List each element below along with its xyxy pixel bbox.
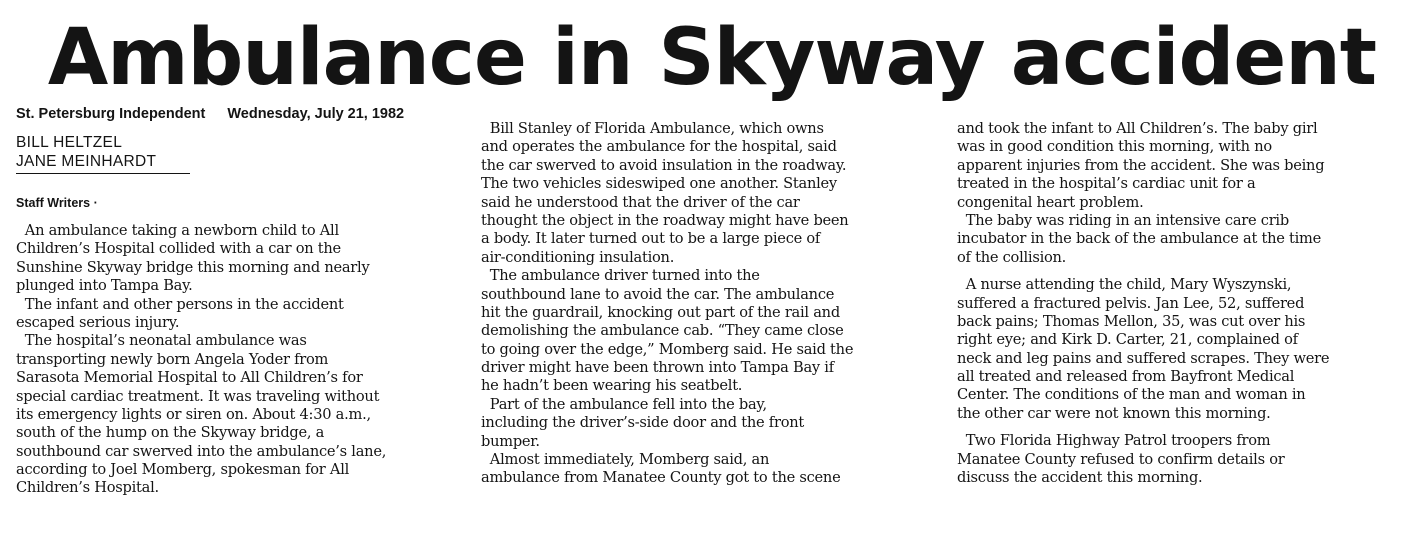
- article-line: transporting newly born Angela Yoder from: [16, 350, 329, 368]
- article-line: and operates the ambulance for the hospital, said: [481, 138, 837, 156]
- article-line: according to Joel Momberg, spokesman for All: [16, 461, 350, 479]
- byline: [16, 133, 190, 174]
- article-line: Center. The conditions of the man and woman in: [957, 386, 1306, 404]
- article-line: Manatee County refused to confirm details or: [957, 450, 1285, 468]
- article-line: Part of the ambulance fell into the bay,: [481, 395, 767, 413]
- article-column-3: [957, 120, 1329, 487]
- article-line: he hadn’t been wearing his seatbelt.: [481, 377, 743, 395]
- article-line: Two Florida Highway Patrol troopers from: [957, 432, 1271, 450]
- byline-rule: [16, 173, 190, 174]
- article-line: discuss the accident this morning.: [957, 469, 1203, 487]
- staff-writers-label: Staff Writers ·: [16, 196, 98, 210]
- article-line: south of the hump on the Skyway bridge, a: [16, 424, 325, 442]
- article-line: back pains; Thomas Mellon, 35, was cut over his: [957, 312, 1306, 330]
- paragraph-gap: [957, 423, 1329, 432]
- article-column-2: [481, 120, 853, 488]
- newspaper-name: St. Petersburg Independent: [16, 106, 206, 122]
- article-line: air-conditioning insulation.: [481, 248, 675, 266]
- article-line: southbound lane to avoid the car. The ambulance: [481, 285, 835, 303]
- article-line: ambulance from Manatee County got to the scene: [481, 469, 841, 487]
- article-line: including the driver’s-side door and the front: [481, 414, 804, 432]
- article-line: special cardiac treatment. It was traveling without: [16, 387, 380, 405]
- article-line: of the collision.: [957, 248, 1067, 266]
- article-line: The ambulance driver turned into the: [481, 267, 760, 285]
- article-line: An ambulance taking a newborn child to All: [16, 222, 339, 239]
- article-line: neck and leg pains and suffered scrapes. They were: [957, 349, 1330, 367]
- article-line: Sunshine Skyway bridge this morning and nearly: [16, 258, 370, 276]
- article-line: Children’s Hospital collided with a car on the: [16, 240, 341, 258]
- article-line: bumper.: [481, 432, 540, 450]
- article-line: the car swerved to avoid insulation in the roadway.: [481, 156, 847, 174]
- article-line: to going over the edge,” Momberg said. He said the: [481, 340, 854, 358]
- article-line: apparent injuries from the accident. She was being: [957, 156, 1325, 174]
- dateline: [16, 106, 404, 122]
- article-line: Children’s Hospital.: [16, 479, 159, 497]
- article-line: demolishing the ambulance cab. “They came close: [481, 322, 844, 340]
- article-line: all treated and released from Bayfront Medical: [957, 368, 1295, 386]
- article-line: southbound car swerved into the ambulance’s lane,: [16, 442, 387, 460]
- article-line: The baby was riding in an intensive care crib: [957, 211, 1289, 229]
- publication-date: Wednesday, July 21, 1982: [227, 106, 405, 122]
- article-line: its emergency lights or siren on. About 4:30 a.m.,: [16, 405, 371, 423]
- article-column-1: [16, 222, 386, 498]
- author-name: BILL HELTZEL: [16, 134, 123, 151]
- article-line: The infant and other persons in the accident: [16, 295, 344, 313]
- article-line: incubator in the back of the ambulance at the time: [957, 230, 1322, 248]
- article-line: and took the infant to All Children’s. The baby girl: [957, 120, 1318, 137]
- article-line: thought the object in the roadway might have been: [481, 211, 849, 229]
- paragraph-gap: [957, 267, 1329, 276]
- article-line: treated in the hospital’s cardiac unit for a: [957, 175, 1256, 193]
- article-line: plunged into Tampa Bay.: [16, 277, 193, 295]
- article-line: escaped serious injury.: [16, 313, 180, 331]
- article-line: said he understood that the driver of the car: [481, 193, 800, 211]
- article-line: The hospital’s neonatal ambulance was: [16, 332, 307, 350]
- article-line: Bill Stanley of Florida Ambulance, which owns: [481, 120, 824, 137]
- article-line: hit the guardrail, knocking out part of the rail and: [481, 303, 840, 321]
- headline: Ambulance in Skyway accident: [47, 13, 1377, 103]
- article-line: congenital heart problem.: [957, 193, 1144, 211]
- article-line: The two vehicles sideswiped one another. Stanley: [481, 175, 837, 193]
- article-line: Sarasota Memorial Hospital to All Children’s for: [16, 369, 363, 387]
- article-line: driver might have been thrown into Tampa Bay if: [481, 359, 834, 377]
- article-line: the other car were not known this morning.: [957, 404, 1271, 422]
- article-line: A nurse attending the child, Mary Wyszynski,: [957, 276, 1292, 294]
- article-line: Almost immediately, Momberg said, an: [481, 451, 770, 469]
- article-line: right eye; and Kirk D. Carter, 21, complained of: [957, 331, 1298, 349]
- article-line: suffered a fractured pelvis. Jan Lee, 52, suffered: [957, 294, 1305, 312]
- article-line: a body. It later turned out to be a large piece of: [481, 230, 821, 248]
- article-line: was in good condition this morning, with no: [957, 138, 1272, 156]
- author-name: JANE MEINHARDT: [16, 153, 157, 170]
